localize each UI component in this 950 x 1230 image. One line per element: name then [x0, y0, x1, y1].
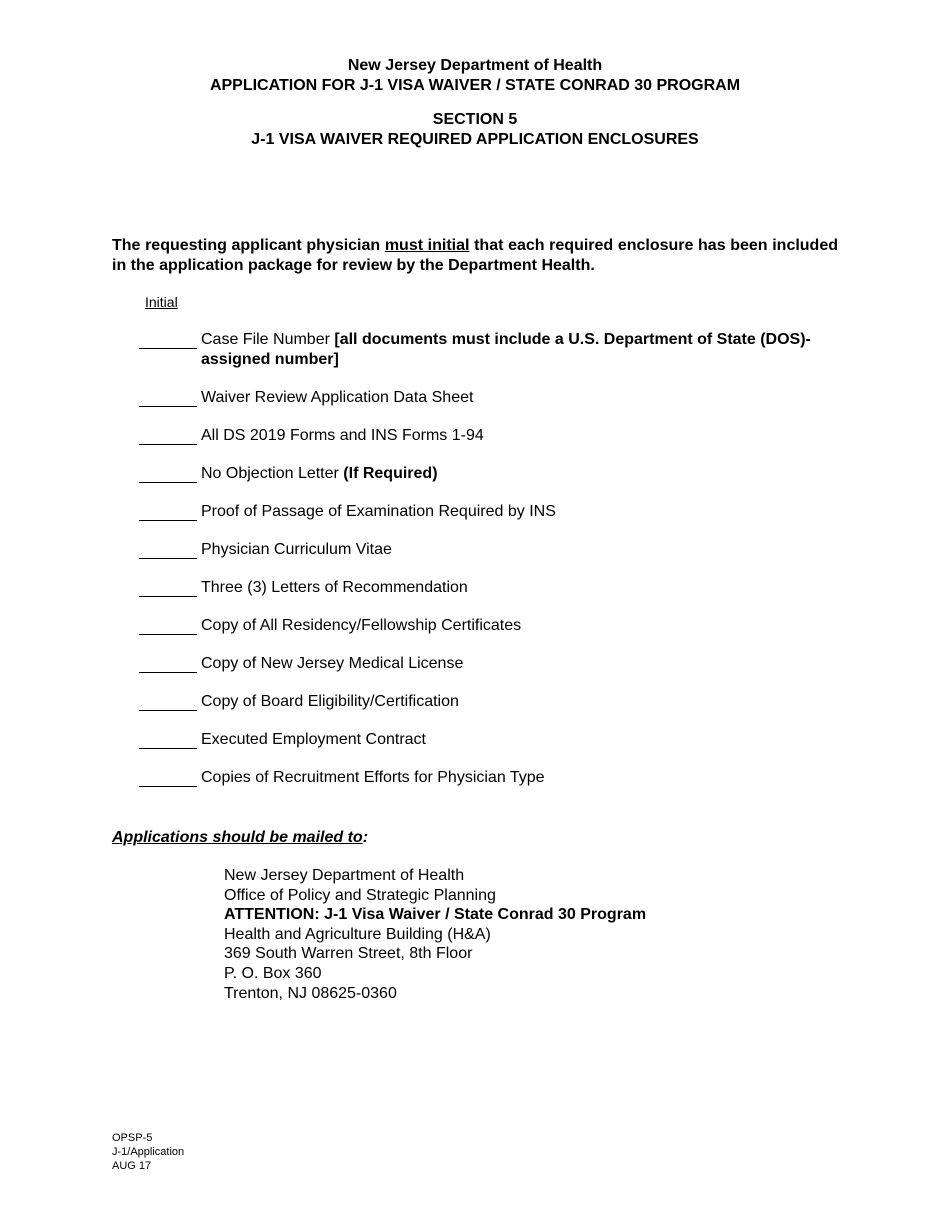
checklist-item-text: All DS 2019 Forms and INS Forms 1-94	[201, 427, 484, 444]
checklist-item-text: Case File Number	[201, 331, 335, 348]
checklist-item	[139, 768, 839, 788]
checklist-item-text: Waiver Review Application Data Sheet	[201, 389, 474, 406]
checklist-item-label	[201, 330, 839, 370]
checklist-item	[139, 730, 839, 750]
initial-blank-field[interactable]	[139, 388, 197, 407]
instructions-emphasis: must initial	[384, 237, 470, 254]
checklist-item-label	[201, 616, 839, 636]
checklist-item-text: No Objection Letter	[201, 465, 344, 482]
checklist-item-text: Proof of Passage of Examination Required by INS	[201, 503, 556, 520]
form-name: J-1/Application	[112, 1146, 185, 1158]
checklist-item-text: Copy of All Residency/Fellowship Certificates	[201, 617, 522, 634]
checklist-item-label	[201, 502, 839, 522]
mailing-heading-text: Applications should be mailed to	[112, 829, 363, 846]
instructions-text-start: The requesting applicant physician	[112, 237, 385, 254]
checklist-item	[139, 426, 839, 446]
initial-blank-field[interactable]	[139, 692, 197, 711]
initial-blank-field[interactable]	[139, 540, 197, 559]
initial-blank-field[interactable]	[139, 578, 197, 597]
checklist-item	[139, 692, 839, 712]
checklist-item-label	[201, 464, 839, 484]
application-title: APPLICATION FOR J-1 VISA WAIVER / STATE CONRAD 30 PROGRAM	[209, 77, 741, 94]
form-footer	[112, 1131, 184, 1173]
checklist-item-text: Copy of Board Eligibility/Certification	[201, 693, 459, 710]
checklist-item-label	[201, 692, 839, 712]
form-revision: AUG 17	[112, 1160, 152, 1172]
checklist-item	[139, 654, 839, 674]
address-line-agency: New Jersey Department of Health	[224, 867, 465, 884]
initial-column-label: Initial	[145, 294, 178, 310]
checklist-item-text: Executed Employment Contract	[201, 731, 426, 748]
initial-blank-field[interactable]	[139, 768, 197, 787]
address-line-building: Health and Agriculture Building (H&A)	[224, 925, 491, 943]
mailing-address	[224, 866, 646, 1003]
checklist-item-label	[201, 654, 839, 674]
checklist-item-note: (If Required)	[343, 465, 438, 482]
checklist-item-note: [all documents must include a U.S. Department of State (DOS)-assigned number]	[201, 331, 811, 368]
checklist-item	[139, 616, 839, 636]
checklist-item-label	[201, 768, 839, 788]
checklist-item	[139, 578, 839, 598]
address-line-office: Office of Policy and Strategic Planning	[224, 886, 496, 904]
section-title: J-1 VISA WAIVER REQUIRED APPLICATION ENCLOSURES	[251, 131, 699, 148]
mailing-heading-colon: :	[362, 829, 369, 846]
initial-blank-field[interactable]	[139, 654, 197, 673]
checklist-item	[139, 388, 839, 408]
instructions-paragraph	[112, 236, 838, 276]
checklist-item	[139, 464, 839, 484]
address-line-po-box: P. O. Box 360	[224, 964, 322, 982]
instructions-text-end: that each required enclosure has been included in the application package for review by the Department Health.	[112, 237, 839, 274]
checklist-item-text: Three (3) Letters of Recommendation	[201, 579, 468, 596]
agency-name: New Jersey Department of Health	[347, 57, 603, 74]
checklist-item-label	[201, 388, 839, 408]
checklist-item-label	[201, 730, 839, 750]
initial-blank-field[interactable]	[139, 616, 197, 635]
address-line-attention: ATTENTION: J-1 Visa Waiver / State Conrad 30 Program	[224, 906, 647, 924]
initial-blank-field[interactable]	[139, 426, 197, 445]
checklist-item-label	[201, 540, 839, 560]
section-number: SECTION 5	[432, 111, 518, 128]
document-header	[0, 56, 950, 96]
initial-blank-field[interactable]	[139, 464, 197, 483]
checklist-item-text: Copies of Recruitment Efforts for Physician Type	[201, 769, 545, 786]
address-line-street: 369 South Warren Street, 8th Floor	[224, 945, 473, 963]
form-id: OPSP-5	[112, 1132, 153, 1144]
checklist-item	[139, 502, 839, 522]
checklist-item-text: Physician Curriculum Vitae	[201, 541, 392, 558]
initial-blank-field[interactable]	[139, 502, 197, 521]
checklist-item	[139, 330, 839, 370]
initial-blank-field[interactable]	[139, 730, 197, 749]
address-line-city: Trenton, NJ 08625-0360	[224, 984, 397, 1002]
enclosure-checklist	[139, 330, 839, 788]
checklist-item-label	[201, 578, 839, 598]
checklist-item-text: Copy of New Jersey Medical License	[201, 655, 464, 672]
checklist-item	[139, 540, 839, 560]
section-header	[0, 110, 950, 150]
checklist-item-label	[201, 426, 839, 446]
initial-blank-field[interactable]	[139, 330, 197, 349]
mailing-heading	[112, 828, 368, 848]
